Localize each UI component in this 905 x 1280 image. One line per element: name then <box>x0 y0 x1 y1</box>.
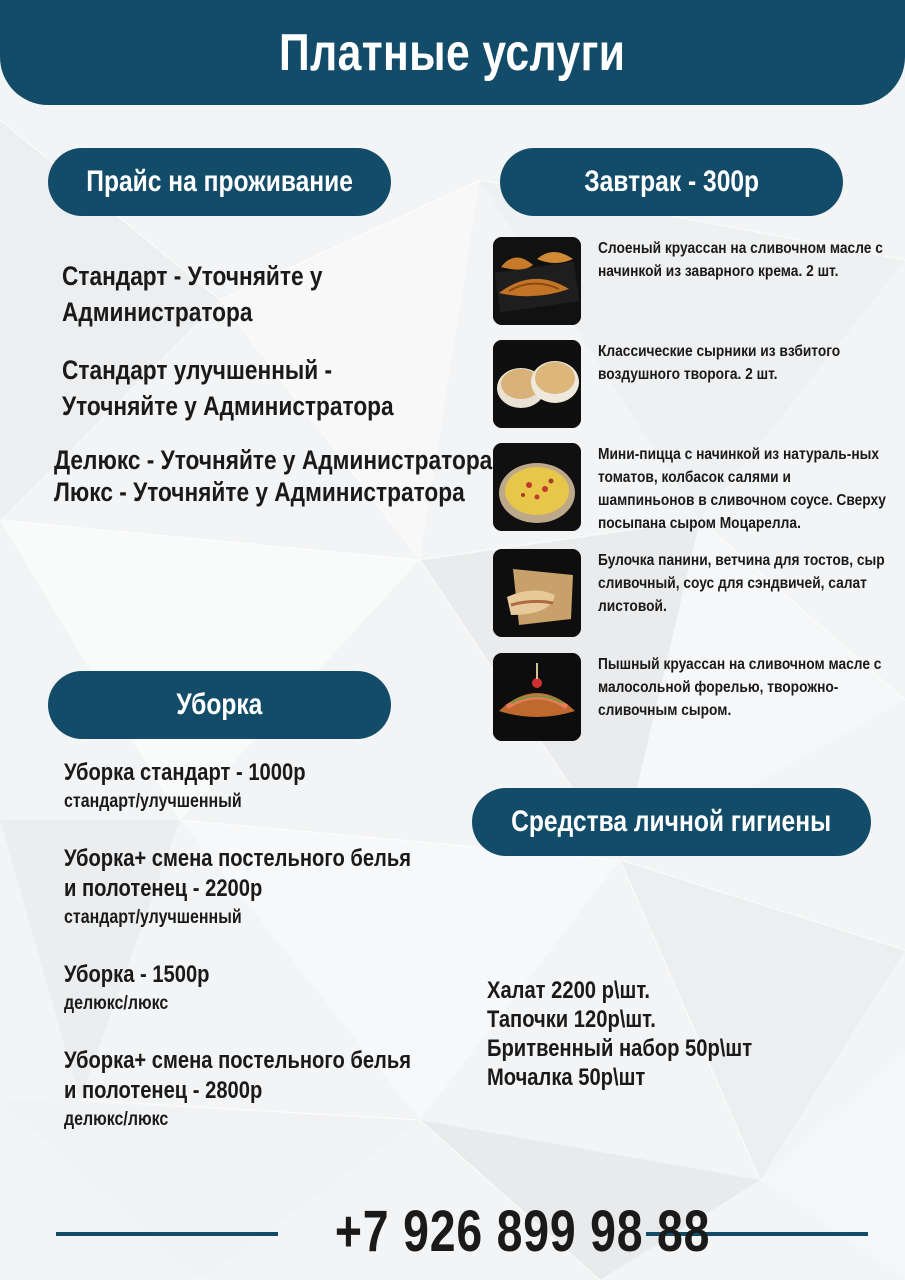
menu-item <box>493 443 886 535</box>
menu-item <box>493 340 883 428</box>
cleaning-item <box>64 960 484 1018</box>
cleaning-item <box>64 758 484 816</box>
hygiene-section-header <box>472 788 871 856</box>
syrniki-photo <box>493 340 581 428</box>
menu-item <box>493 237 883 325</box>
lodging-item-line: Стандарт улучшенный - <box>62 355 333 385</box>
phone-number[interactable] <box>288 1198 711 1265</box>
hygiene-price-list <box>487 976 803 1092</box>
menu-item-description: Слоеный круассан на сливочном масле с начинкой из заварного крема. 2 шт. <box>598 240 883 280</box>
cleaning-item-title: и полотенец - 2200р <box>64 875 263 902</box>
breakfast-section-header <box>500 148 843 216</box>
menu-item-description: Булочка панини, ветчина для тостов, сыр сливочный, соус для сэндвичей, салат листовой. <box>598 552 885 615</box>
page-header <box>0 0 905 105</box>
cleaning-item-title: Уборка+ смена постельного белья <box>64 1047 412 1074</box>
cleaning-item-room-type: делюкс/люкс <box>64 1109 169 1130</box>
menu-item <box>493 549 883 637</box>
cleaning-item-title: Уборка+ смена постельного белья <box>64 845 412 872</box>
breakfast-section-title: Завтрак - 300р <box>584 165 759 198</box>
salmon-croissant-photo <box>493 653 581 741</box>
croissant-photo <box>493 237 581 325</box>
cleaning-item-title: Уборка - 1500р <box>64 961 210 988</box>
panini-photo <box>493 549 581 637</box>
footer-divider-left <box>56 1232 278 1236</box>
cleaning-item-room-type: стандарт/улучшенный <box>64 791 242 812</box>
menu-item <box>493 653 883 741</box>
hygiene-item: Халат 2200 р\шт. <box>487 977 651 1004</box>
lodging-item-deluxe: Делюкс - Уточняйте у Администратора <box>54 445 493 475</box>
mini-pizza-photo <box>493 443 581 531</box>
phone-number-text: +7 926 899 98 88 <box>334 1199 711 1264</box>
menu-item-description: Пышный круассан на сливочном масле с малосольной форелью, творожно-сливочным сыром. <box>598 656 882 719</box>
lodging-section-header <box>48 148 391 216</box>
cleaning-section-title: Уборка <box>176 688 263 721</box>
hygiene-item: Мочалка 50р\шт <box>487 1064 646 1091</box>
hygiene-item: Тапочки 120р\шт. <box>487 1006 656 1033</box>
menu-item-description: Мини-пицца с начинкой из натураль-ных томатов, колбасок салями и шампиньонов в сливочном соусе. Сверху посыпана сыром Моцарелла. <box>598 446 886 532</box>
lodging-section-title: Прайс на проживание <box>86 165 353 198</box>
cleaning-section-header <box>48 671 391 739</box>
cleaning-item-title: и полотенец - 2800р <box>64 1077 263 1104</box>
lodging-item-line: Стандарт - Уточняйте у <box>62 261 323 291</box>
hygiene-item: Бритвенный набор 50р\шт <box>487 1035 753 1062</box>
cleaning-item-title: Уборка стандарт - 1000р <box>64 759 306 786</box>
lodging-item-line: Уточняйте у Администратора <box>62 391 394 421</box>
cleaning-item-room-type: делюкс/люкс <box>64 993 169 1014</box>
lodging-item-line: Администратора <box>62 297 253 327</box>
cleaning-price-list <box>64 758 484 1134</box>
cleaning-item <box>64 844 484 932</box>
lodging-item-lux: Люкс - Уточняйте у Администратора <box>54 477 465 507</box>
hygiene-section-title: Средства личной гигиены <box>511 805 832 838</box>
cleaning-item-room-type: стандарт/улучшенный <box>64 907 242 928</box>
page-title: Платные услуги <box>279 23 626 82</box>
lodging-price-list <box>54 258 493 507</box>
lodging-item-standard <box>62 258 492 330</box>
lodging-item-standard-improved <box>62 352 492 424</box>
cleaning-item <box>64 1046 484 1134</box>
menu-item-description: Классические сырники из взбитого воздушного творога. 2 шт. <box>598 343 841 383</box>
